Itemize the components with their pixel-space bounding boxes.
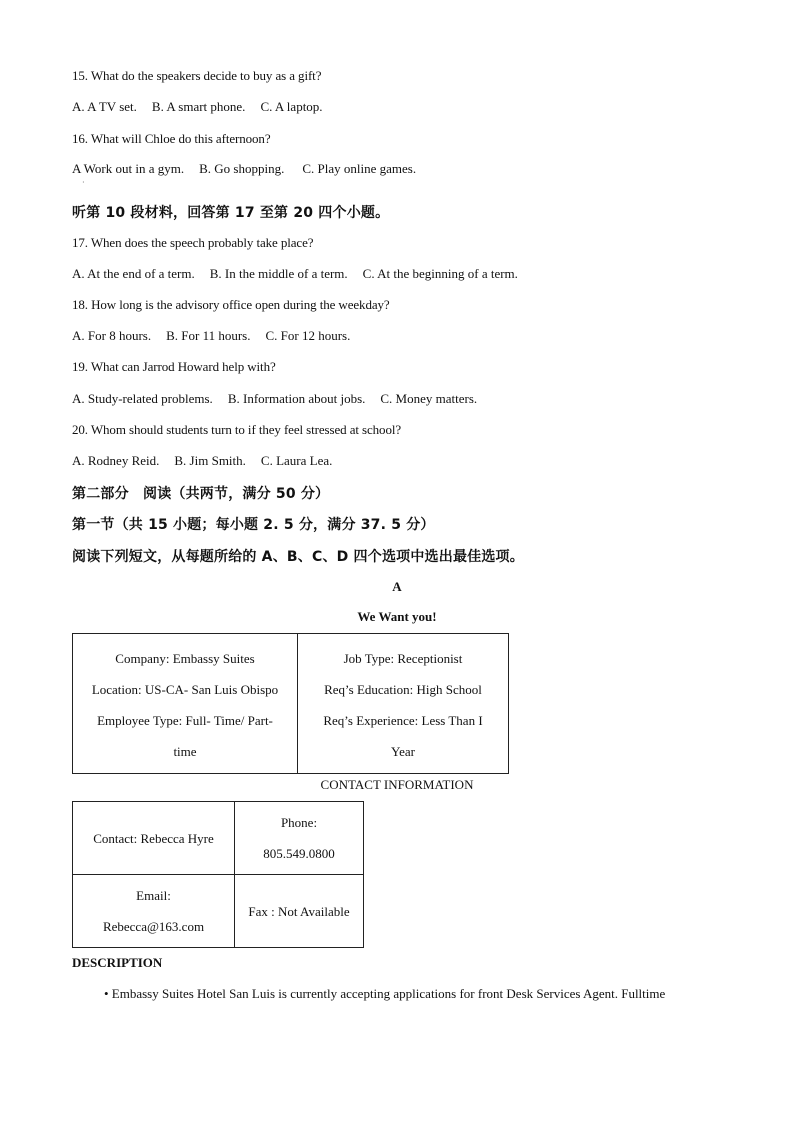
employee-type-field-cont: time <box>173 744 197 759</box>
question-15-stem: 15. What do the speakers decide to buy as a gift? <box>72 68 322 83</box>
part2-heading: 第二部分 阅读（共两节，满分 50 分） <box>72 486 330 502</box>
description-heading: DESCRIPTION <box>72 955 163 970</box>
option-a: A. Rodney Reid. <box>72 453 160 468</box>
option-a: A. At the end of a term. <box>72 266 195 281</box>
option-c: C. For 12 hours. <box>265 328 351 343</box>
job-info-left-cell <box>73 634 298 774</box>
fax-cell <box>235 875 364 948</box>
question-18-options <box>72 328 350 344</box>
contact-table <box>72 801 364 948</box>
experience-field-cont: Year <box>391 744 415 759</box>
question-15-options <box>72 99 323 115</box>
fax-value: Fax : Not Available <box>248 903 350 919</box>
experience-field: Req’s Experience: Less Than I <box>323 713 483 728</box>
location-field: Location: US-CA- San Luis Obispo <box>91 682 279 697</box>
question-20-stem: 20. Whom should students turn to if they feel stressed at school? <box>72 422 402 437</box>
option-a: A. A TV set. <box>72 99 137 114</box>
job-info-table <box>72 633 509 774</box>
option-b: B. Go shopping. <box>199 161 285 176</box>
stray-mark: · <box>82 178 85 187</box>
passage-letter: A <box>392 579 402 594</box>
option-b: B. In the middle of a term. <box>209 266 348 281</box>
reading-instruction: 阅读下列短文，从每题所给的 A、B、C、D 四个选项中选出最佳选项。 <box>72 549 524 565</box>
option-a: A. Study-related problems. <box>72 391 213 406</box>
phone-cell <box>235 802 364 875</box>
option-b: B. Jim Smith. <box>174 453 246 468</box>
option-c: C. A laptop. <box>260 99 323 114</box>
description-bullet: • Embassy Suites Hotel San Luis is currently accepting applications for front Desk Services Agent. Fulltime <box>104 986 666 1001</box>
option-c: C. Money matters. <box>380 391 478 406</box>
job-info-right-cell <box>298 634 509 774</box>
education-field: Req’s Education: High School <box>324 682 482 697</box>
contact-name: Contact: Rebecca Hyre <box>93 830 214 846</box>
job-type-field: Job Type: Receptionist <box>343 651 463 666</box>
question-19-options <box>72 391 477 407</box>
question-20-options <box>72 453 332 469</box>
passage-title: We Want you! <box>357 609 437 624</box>
question-18-stem: 18. How long is the advisory office open during the weekday? <box>72 297 390 312</box>
question-16-stem: 16. What will Chloe do this afternoon? <box>72 131 271 146</box>
employee-type-field: Employee Type: Full- Time/ Part- <box>97 713 273 728</box>
option-a: A Work out in a gym. <box>72 161 185 176</box>
question-17-stem: 17. When does the speech probably take place? <box>72 235 314 250</box>
option-a: A. For 8 hours. <box>72 328 152 343</box>
email-cell <box>73 875 235 948</box>
phone-label: Phone: <box>280 815 318 830</box>
company-field: Company: Embassy Suites <box>115 651 255 666</box>
question-19-stem: 19. What can Jarrod Howard help with? <box>72 359 276 374</box>
listening-instruction: 听第 10 段材料，回答第 17 至第 20 四个小题。 <box>72 205 390 221</box>
question-17-options <box>72 266 518 282</box>
contact-name-cell <box>73 802 235 875</box>
option-c: C. Play online games. <box>302 161 417 176</box>
email-address: Rebecca@163.com <box>102 919 205 934</box>
option-b: B. Information about jobs. <box>227 391 366 406</box>
contact-heading: CONTACT INFORMATION <box>320 777 474 792</box>
phone-number: 805.549.0800 <box>263 846 335 861</box>
option-c: C. At the beginning of a term. <box>362 266 518 281</box>
option-b: B. For 11 hours. <box>166 328 251 343</box>
option-c: C. Laura Lea. <box>260 453 333 468</box>
email-label: Email: <box>136 888 171 903</box>
section1-heading: 第一节（共 15 小题；每小题 2. 5 分，满分 37. 5 分） <box>72 517 435 533</box>
question-16-options <box>72 161 416 177</box>
option-b: B. A smart phone. <box>151 99 246 114</box>
